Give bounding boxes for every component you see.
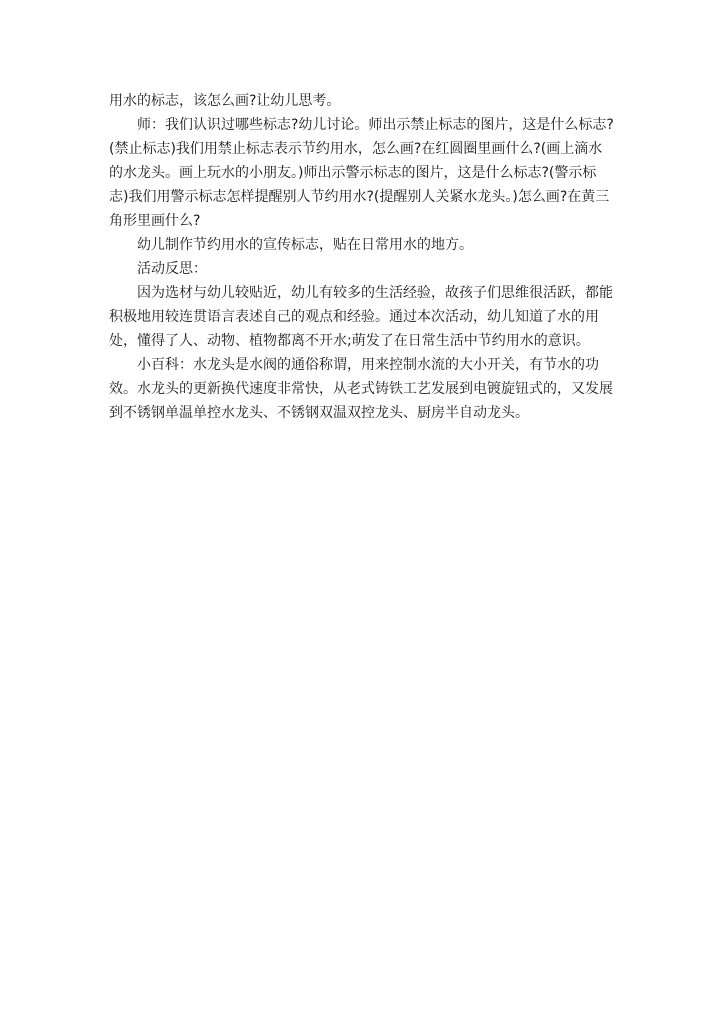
paragraph-6: 小百科：水龙头是水阀的通俗称谓，用来控制水流的大小开关，有节水的功效。水龙头的更新换代速度非常快，从老式铸铁工艺发展到电镀旋钮式的，又发展到不锈钢单温单控水龙头、不锈钢双温双控龙头、厨房半自动龙头。: [109, 357, 613, 421]
document-body: [109, 89, 614, 425]
paragraph-5: 因为选材与幼儿较贴近，幼儿有较多的生活经验，故孩子们思维很活跃，都能积极地用较连贯语言表述自己的观点和经验。通过本次活动，幼儿知道了水的用处，懂得了人、动物、植物都离不开水;萌发了在日常生活中节约用水的意识。: [109, 285, 613, 349]
paragraph-4: 活动反思：: [137, 261, 207, 277]
paragraph-1: 用水的标志，该怎么画?让幼儿思考。: [109, 93, 341, 109]
paragraph-3: 幼儿制作节约用水的宣传标志，贴在日常用水的地方。: [137, 237, 473, 253]
paragraph-2: 师：我们认识过哪些标志?幼儿讨论。师出示禁止标志的图片，这是什么标志?(禁止标志)我们用禁止标志表示节约用水，怎么画?在红圆圈里画什么?(画上滴水的水龙头。画上玩水的小朋友。)师出示警示标志的图片，这是什么标志?(警示标志)我们用警示标志怎样提醒别人节约用水?(提醒别人关紧水龙头。)怎么画?在黄三角形里画什么?: [109, 117, 614, 229]
